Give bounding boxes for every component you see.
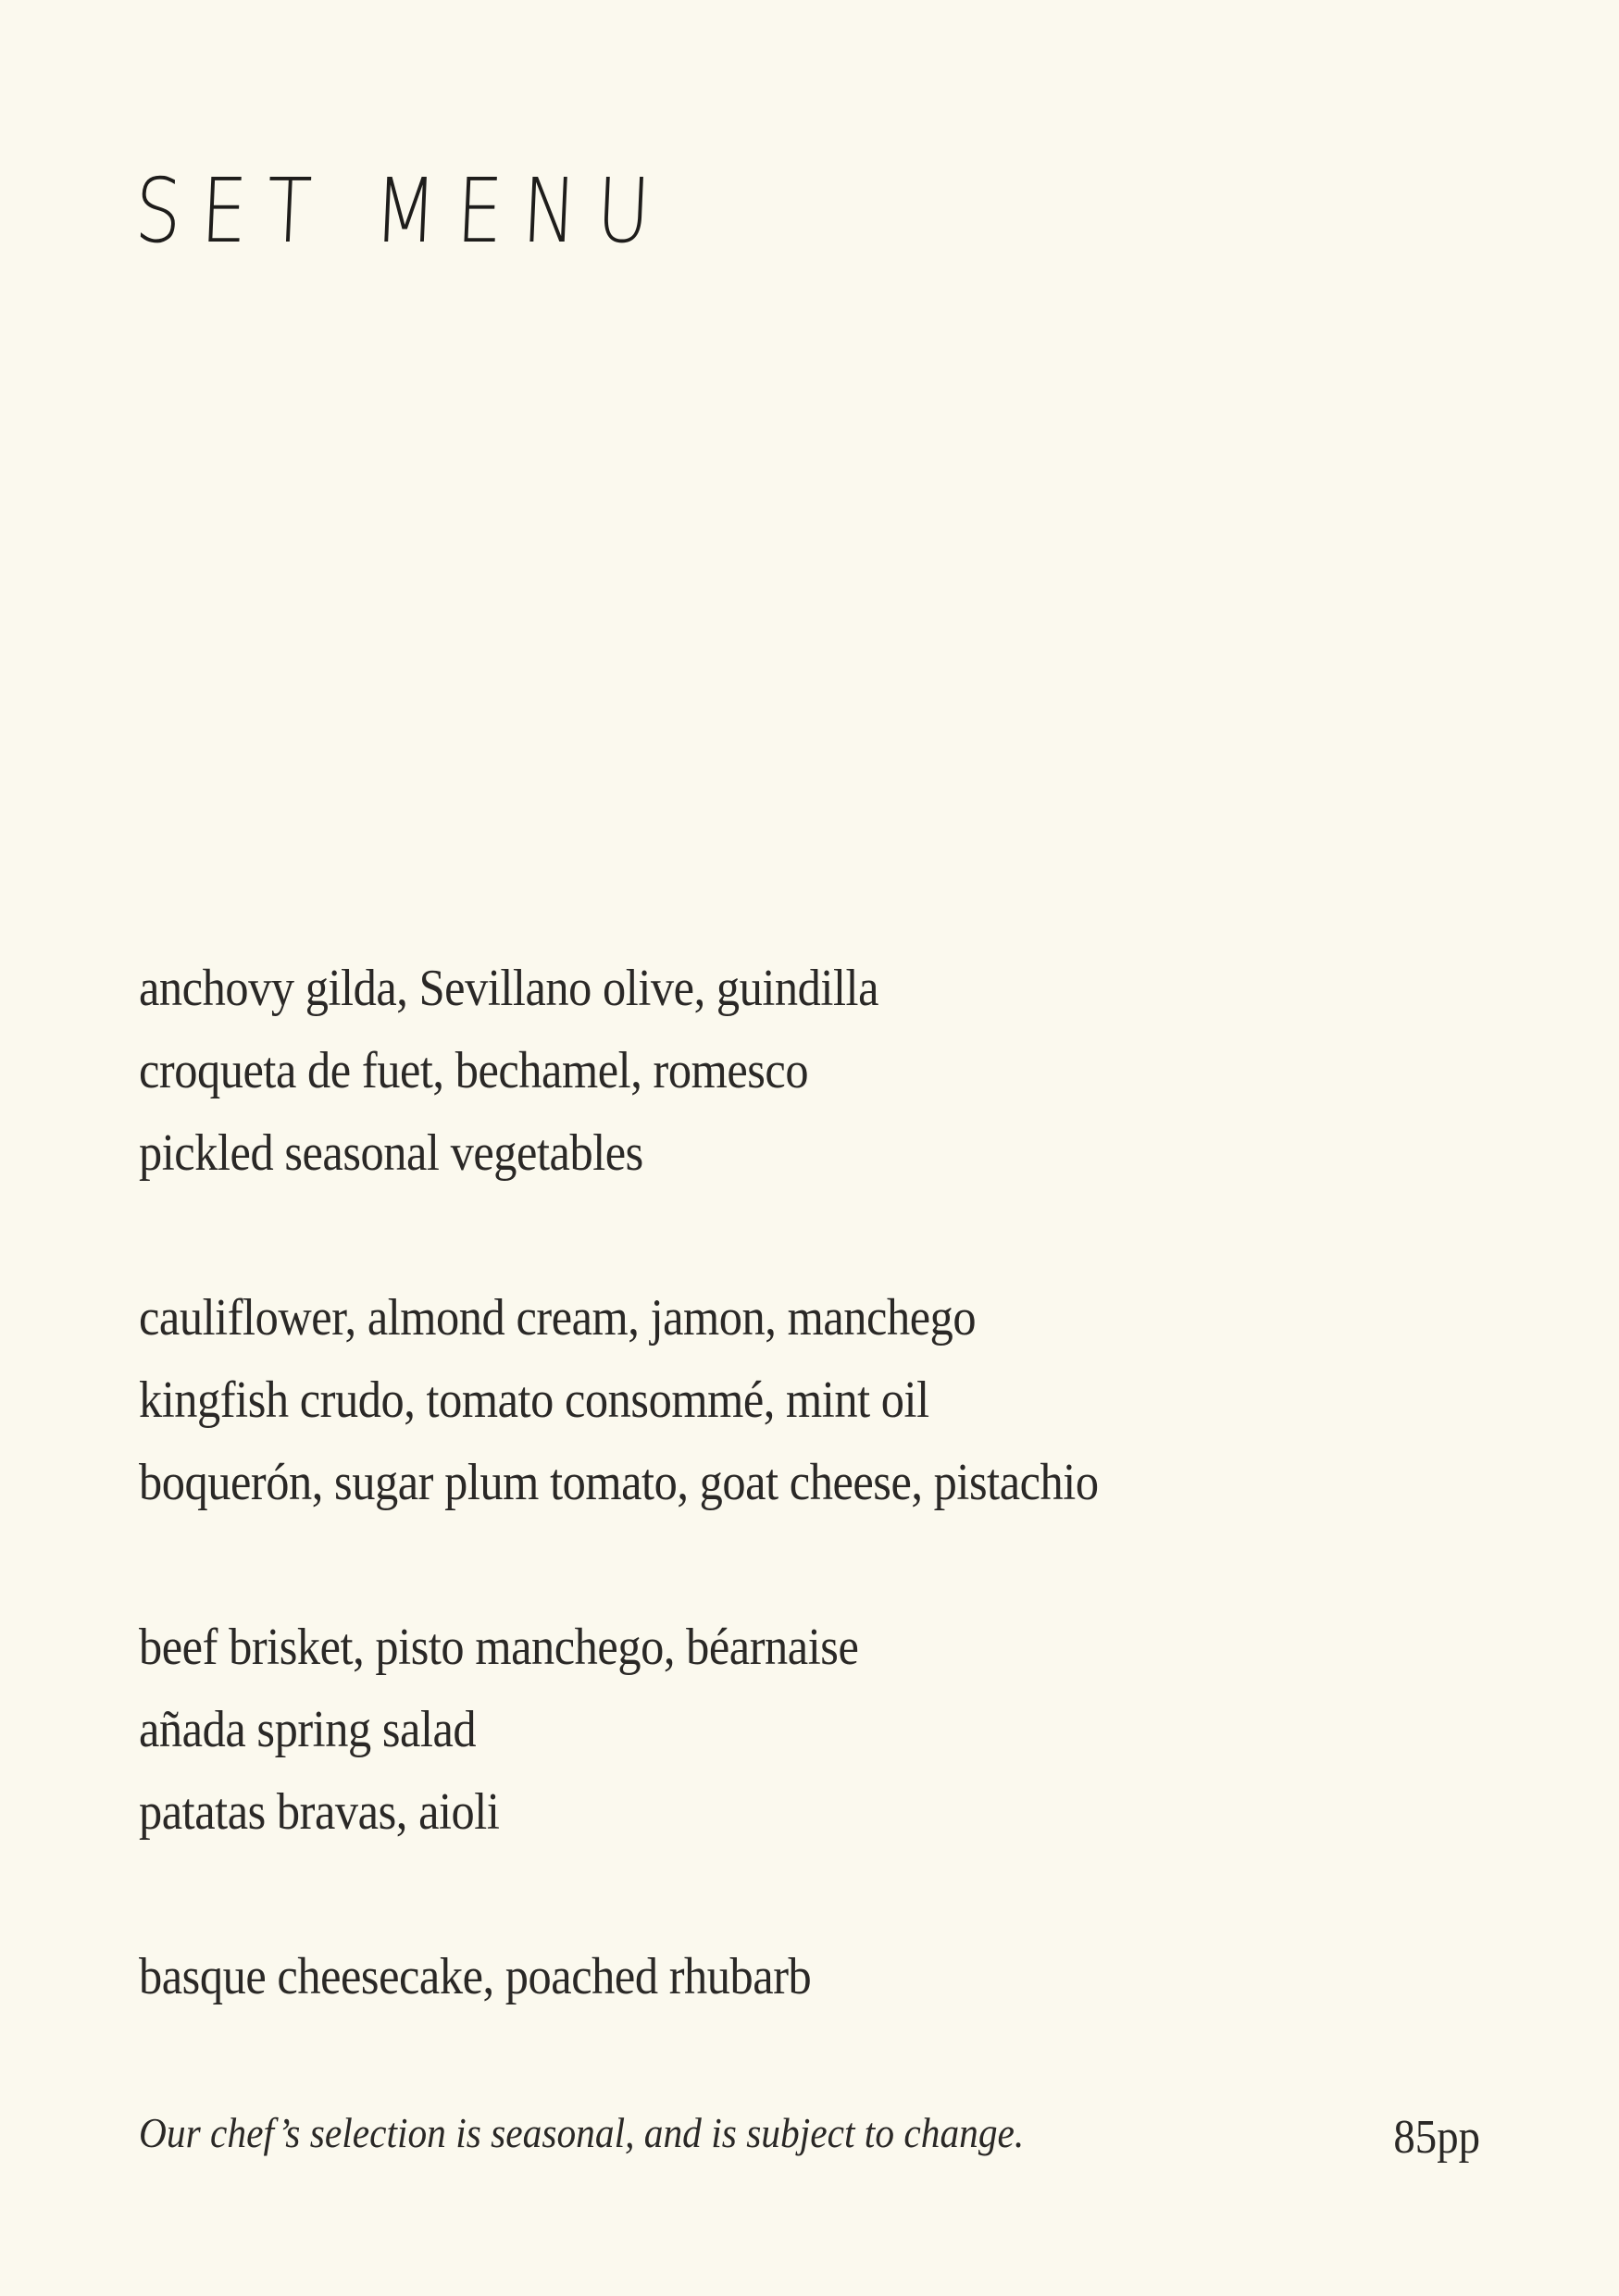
page-title: SET MENU — [132, 159, 672, 263]
course-4 — [139, 1936, 1435, 2018]
dish-item: beef brisket, pisto manchego, béarnaise — [139, 1619, 859, 1676]
dish-item: croqueta de fuet, bechamel, romesco — [139, 1042, 809, 1099]
menu-courses — [139, 948, 1435, 2018]
dish-item: kingfish crudo, tomato consommé, mint oil — [139, 1371, 929, 1429]
dish-item: pickled seasonal vegetables — [139, 1124, 643, 1182]
dish-item: anchovy gilda, Sevillano olive, guindilla — [139, 960, 879, 1017]
dish-item: patatas bravas, aioli — [139, 1783, 500, 1841]
dish-item: añada spring salad — [139, 1701, 477, 1758]
dish-item: boquerón, sugar plum tomato, goat cheese, pistachio — [139, 1454, 1099, 1511]
seasonal-note: Our chef’s selection is seasonal, and is subject to change. — [139, 2109, 1025, 2156]
price-label: 85pp — [1393, 2111, 1480, 2164]
course-1 — [139, 948, 1435, 1195]
dish-item: cauliflower, almond cream, jamon, manchego — [139, 1289, 977, 1347]
dish-item: basque cheesecake, poached rhubarb — [139, 1948, 812, 2005]
course-2 — [139, 1277, 1435, 1524]
course-3 — [139, 1607, 1435, 1854]
